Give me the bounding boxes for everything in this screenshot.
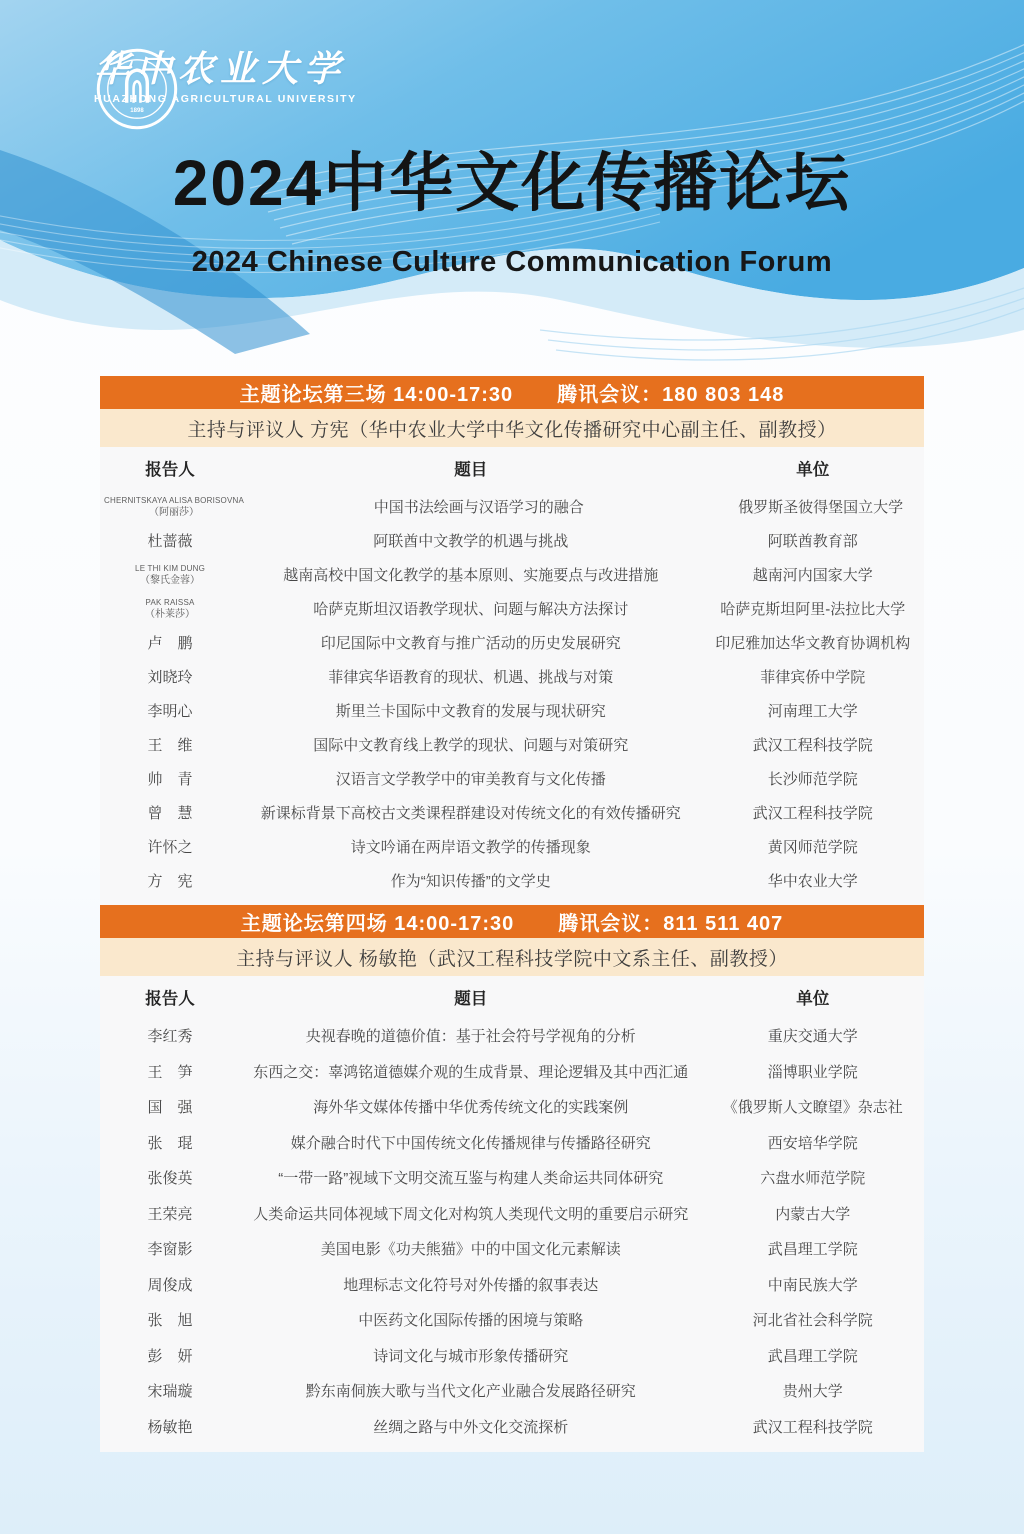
session-4-table-header — [100, 978, 924, 1020]
forum-title-en: 2024 Chinese Culture Communication Forum — [191, 246, 833, 278]
talk-title: 汉语言文学教学中的审美教育与文化传播 — [335, 770, 606, 788]
talk-title: 地理标志文化符号对外传播的叙事表达 — [343, 1276, 599, 1294]
column-speaker: 报告人 — [145, 989, 195, 1008]
speaker-name-cn: （朴莱莎） — [145, 609, 196, 621]
talk-title: 媒介融合时代下中国传统文化传播规律与传播路径研究 — [290, 1134, 651, 1152]
speaker-name-latin: LE THI KIM DUNG — [135, 564, 206, 574]
table-row — [100, 1375, 924, 1411]
session-3-host-bar — [100, 409, 924, 447]
session-3-table-header — [100, 449, 924, 491]
table-row — [100, 1091, 924, 1127]
table-row — [100, 797, 924, 831]
speaker-name: 李红秀 — [147, 1028, 193, 1046]
speaker-name: 曾 慧 — [147, 804, 193, 822]
column-org: 单位 — [796, 989, 830, 1008]
session-4 — [100, 905, 924, 1452]
university-logo — [94, 46, 180, 132]
table-row — [100, 695, 924, 729]
column-topic: 题目 — [454, 460, 488, 479]
talk-title: 中国书法绘画与汉语学习的融合 — [373, 498, 584, 516]
organization: 越南河内国家大学 — [752, 566, 873, 584]
talk-title: 作为“知识传播”的文学史 — [390, 872, 551, 890]
organization: 贵州大学 — [782, 1383, 843, 1401]
university-name-cn: 华中农业大学 — [94, 48, 347, 89]
organization: 菲律宾侨中学院 — [760, 668, 866, 686]
speaker-name-latin: PAK RAISSA — [145, 598, 195, 608]
session-4-host-bar — [100, 938, 924, 976]
organization: 淄博职业学院 — [767, 1063, 858, 1081]
organization: 武昌理工学院 — [767, 1347, 858, 1365]
speaker-name: 李明心 — [147, 702, 193, 720]
speaker-name-cn: （黎氏金蓉） — [140, 575, 201, 587]
organization: 印尼雅加达华文教育协调机构 — [715, 634, 911, 652]
speaker-name: 张 旭 — [147, 1312, 193, 1330]
talk-title: 新课标背景下高校古文类课程群建设对传统文化的有效传播研究 — [260, 804, 681, 822]
column-topic: 题目 — [454, 989, 488, 1008]
table-row — [100, 1020, 924, 1056]
speaker-name: 王荣亮 — [147, 1205, 193, 1223]
talk-title: 印尼国际中文教育与推广活动的历史发展研究 — [320, 634, 621, 652]
table-row — [100, 729, 924, 763]
speaker-name — [100, 495, 248, 521]
table-row — [100, 559, 924, 593]
talk-title: 国际中文教育线上教学的现状、问题与对策研究 — [313, 736, 629, 754]
session-3-header-bar — [100, 376, 924, 409]
organization: 武昌理工学院 — [767, 1241, 858, 1259]
table-row — [100, 865, 924, 899]
speaker-name — [100, 563, 240, 589]
speaker-name: 许怀之 — [147, 838, 193, 856]
organization: 哈萨克斯坦阿里-法拉比大学 — [720, 600, 906, 618]
program-content — [100, 376, 924, 1452]
table-row — [100, 1162, 924, 1198]
talk-title: 丝绸之路与中外文化交流探析 — [373, 1418, 569, 1436]
table-row — [100, 593, 924, 627]
table-row — [100, 1056, 924, 1092]
talk-title: 斯里兰卡国际中文教育的发展与现状研究 — [335, 702, 606, 720]
organization: 六盘水师范学院 — [760, 1170, 866, 1188]
organization: 长沙师范学院 — [767, 770, 858, 788]
session-3-title: 主题论坛第三场 14:00-17:30 — [239, 384, 514, 406]
talk-title: 美国电影《功夫熊猫》中的中国文化元素解读 — [320, 1241, 621, 1259]
column-speaker: 报告人 — [145, 460, 195, 479]
speaker-name: 彭 妍 — [147, 1347, 193, 1365]
speaker-name: 宋瑞璇 — [147, 1383, 193, 1401]
speaker-name: 王 维 — [147, 736, 193, 754]
organization: 武汉工程科技学院 — [752, 736, 873, 754]
organization: 俄罗斯圣彼得堡国立大学 — [738, 498, 904, 516]
organization: 黄冈师范学院 — [767, 838, 858, 856]
talk-title: “一带一路”视域下文明交流互鉴与构建人类命运共同体研究 — [278, 1170, 664, 1188]
session-4-header-bar — [100, 905, 924, 938]
session-3-meeting-id: 腾讯会议：180 803 148 — [557, 384, 785, 406]
speaker-name: 杜蔷薇 — [147, 532, 193, 550]
talk-title: 诗文吟诵在两岸语文教学的传播现象 — [350, 838, 591, 856]
speaker-name — [100, 597, 240, 623]
speaker-name: 张俊英 — [147, 1170, 193, 1188]
table-row — [100, 525, 924, 559]
table-row — [100, 1269, 924, 1305]
hero-banner — [0, 0, 1024, 376]
talk-title: 央视春晚的道德价值：基于社会符号学视角的分析 — [305, 1028, 636, 1046]
talk-title: 越南高校中国文化教学的基本原则、实施要点与改进措施 — [283, 566, 659, 584]
organization: 武汉工程科技学院 — [752, 804, 873, 822]
session-4-title: 主题论坛第四场 14:00-17:30 — [240, 913, 515, 935]
speaker-name: 刘晓玲 — [147, 668, 193, 686]
organization: 重庆交通大学 — [767, 1028, 858, 1046]
session-4-rows — [100, 1020, 924, 1446]
speaker-name-cn: （阿丽莎） — [149, 507, 199, 519]
column-org: 单位 — [796, 460, 830, 479]
session-3-host: 主持与评议人 方宪（华中农业大学中华文化传播研究中心副主任、副教授） — [187, 419, 837, 441]
speaker-name: 周俊成 — [147, 1276, 193, 1294]
logo-year: 1898 — [130, 108, 144, 115]
table-row — [100, 1127, 924, 1163]
session-3-table — [100, 447, 924, 905]
session-4-host: 主持与评议人 杨敏艳（武汉工程科技学院中文系主任、副教授） — [236, 948, 788, 970]
talk-title: 菲律宾华语教育的现状、机遇、挑战与对策 — [328, 668, 614, 686]
university-brand — [94, 46, 357, 115]
table-row — [100, 1304, 924, 1340]
talk-title: 阿联酋中文教学的机遇与挑战 — [373, 532, 569, 550]
talk-title: 中医药文化国际传播的困境与策略 — [358, 1312, 584, 1330]
forum-title-cn: 2024中华文化传播论坛 — [172, 147, 852, 219]
session-3 — [100, 376, 924, 905]
speaker-name: 国 强 — [147, 1099, 193, 1117]
organization: 中南民族大学 — [767, 1276, 858, 1294]
session-4-meeting-id: 腾讯会议：811 511 407 — [558, 913, 784, 935]
organization: 《俄罗斯人文瞭望》杂志社 — [722, 1099, 903, 1117]
organization: 华中农业大学 — [767, 872, 858, 890]
talk-title: 哈萨克斯坦汉语教学现状、问题与解决方法探讨 — [313, 600, 629, 618]
speaker-name: 张 琨 — [147, 1134, 193, 1152]
table-row — [100, 627, 924, 661]
table-row — [100, 491, 924, 525]
speaker-name-latin: CHERNITSKAYA ALISA BORISOVNA — [104, 496, 245, 506]
organization: 河南理工大学 — [767, 702, 858, 720]
table-row — [100, 1340, 924, 1376]
table-row — [100, 1233, 924, 1269]
speaker-name: 方 宪 — [147, 872, 193, 890]
table-row — [100, 661, 924, 695]
session-4-table — [100, 976, 924, 1452]
table-row — [100, 1198, 924, 1234]
talk-title: 东西之交：辜鸿铭道德媒介观的生成背景、理论逻辑及其中西汇通 — [253, 1063, 689, 1081]
table-row — [100, 1411, 924, 1447]
talk-title: 海外华文媒体传播中华优秀传统文化的实践案例 — [313, 1099, 629, 1117]
table-row — [100, 831, 924, 865]
speaker-name: 卢 鹏 — [147, 634, 193, 652]
organization: 阿联酋教育部 — [767, 532, 858, 550]
university-name-en: HUAZHONG AGRICULTURAL UNIVERSITY — [94, 93, 357, 105]
organization: 武汉工程科技学院 — [752, 1418, 873, 1436]
talk-title: 诗词文化与城市形象传播研究 — [373, 1347, 569, 1365]
table-row — [100, 763, 924, 797]
organization: 西安培华学院 — [767, 1134, 858, 1152]
session-3-rows — [100, 491, 924, 899]
talk-title: 黔东南侗族大歌与当代文化产业融合发展路径研究 — [305, 1383, 636, 1401]
talk-title: 人类命运共同体视域下周文化对构筑人类现代文明的重要启示研究 — [253, 1205, 689, 1223]
organization: 河北省社会科学院 — [752, 1312, 873, 1330]
speaker-name: 王 笋 — [147, 1063, 193, 1081]
speaker-name: 李窗影 — [147, 1241, 193, 1259]
speaker-name: 帅 青 — [147, 770, 193, 788]
speaker-name: 杨敏艳 — [147, 1418, 193, 1436]
organization: 内蒙古大学 — [775, 1205, 851, 1223]
